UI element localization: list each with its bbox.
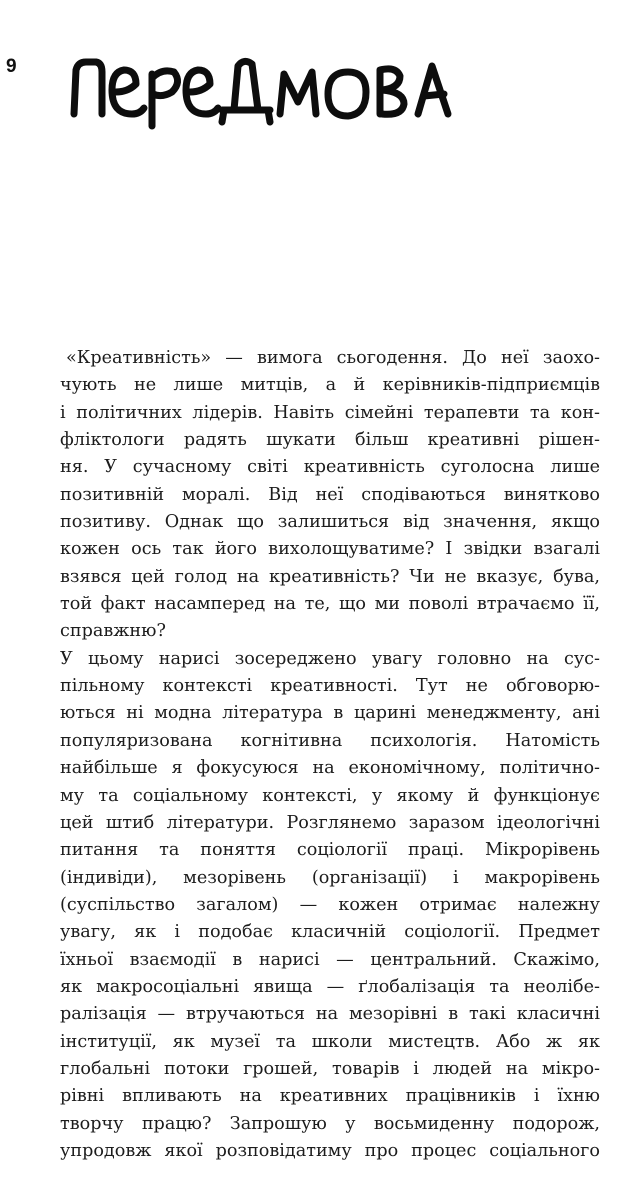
text-line: кожен ось так його вихолощуватиме? І звідки взагалі xyxy=(60,539,600,560)
text-line: «Креативність» — вимога сьогодення. До неї заохо- xyxy=(66,348,600,368)
text-line: чують не лише митців, а й керівників-підприємців xyxy=(60,375,600,396)
text-line: (індивіди), мезорівень (організації) і макрорівень xyxy=(60,867,600,888)
text-line: ралізація — втручаються на мезорівні в такі класичні xyxy=(60,1004,600,1025)
text-line: цей штиб літератури. Розглянемо заразом ідеологічні xyxy=(60,812,600,833)
paragraph-2 xyxy=(60,646,600,1166)
text-line: позитиву. Однак що залишиться від значення, якщо xyxy=(60,512,600,533)
text-line: популяризована когнітивна психологія. Натомість xyxy=(60,730,600,751)
text-line: (суспільство загалом) — кожен отримає належну xyxy=(60,894,600,915)
text-line: фліктологи радять шукати більш креативні рішен- xyxy=(60,430,600,451)
handwritten-title-drawing xyxy=(66,22,486,132)
text-line: інституції, як музеї та школи мистецтв. Або ж як xyxy=(60,1031,600,1052)
body-text xyxy=(60,345,600,1165)
page-number: 9 xyxy=(6,56,17,77)
text-line: глобальні потоки грошей, товарів і людей на мікро- xyxy=(60,1058,600,1079)
paragraph-1 xyxy=(60,345,600,646)
text-line: У цьому нарисі зосереджено увагу головно на сус- xyxy=(60,648,600,669)
chapter-title xyxy=(66,22,486,132)
text-line: пільному контексті креативності. Тут не обговорю- xyxy=(60,676,600,697)
text-line: позитивній моралі. Від неї сподіваються винятково xyxy=(60,484,600,505)
text-line: найбільше я фокусуюся на економічному, політично- xyxy=(60,758,600,779)
text-line: питання та поняття соціології праці. Мікрорівень xyxy=(60,840,600,861)
text-line: взявся цей голод на креативність? Чи не вказує, бува, xyxy=(60,566,600,587)
text-line: упродовж якої розповідатиму про процес соціального xyxy=(60,1140,600,1161)
text-line: му та соціальному контексті, у якому й функціонує xyxy=(60,785,600,806)
text-line: їхньої взаємодії в нарисі — центральний. Скажімо, xyxy=(60,949,600,970)
text-line: справжню? xyxy=(60,621,166,642)
text-line: і політичних лідерів. Навіть сімейні терапевти та кон- xyxy=(60,402,600,423)
text-line: як макросоціальні явища — ґлобалізація та неолібе- xyxy=(60,976,600,997)
text-line: увагу, як і подобає класичній соціології. Предмет xyxy=(60,922,600,943)
text-line: творчу працю? Запрошую у восьмиденну подорож, xyxy=(60,1113,600,1134)
text-line: рівні впливають на креативних працівників і їхню xyxy=(60,1086,600,1107)
text-line: той факт насамперед на те, що ми поволі втрачаємо її, xyxy=(60,594,600,615)
text-line: ня. У сучасному світі креативність суголосна лише xyxy=(60,457,600,478)
text-line: ються ні модна література в царині менеджменту, ані xyxy=(60,703,600,724)
